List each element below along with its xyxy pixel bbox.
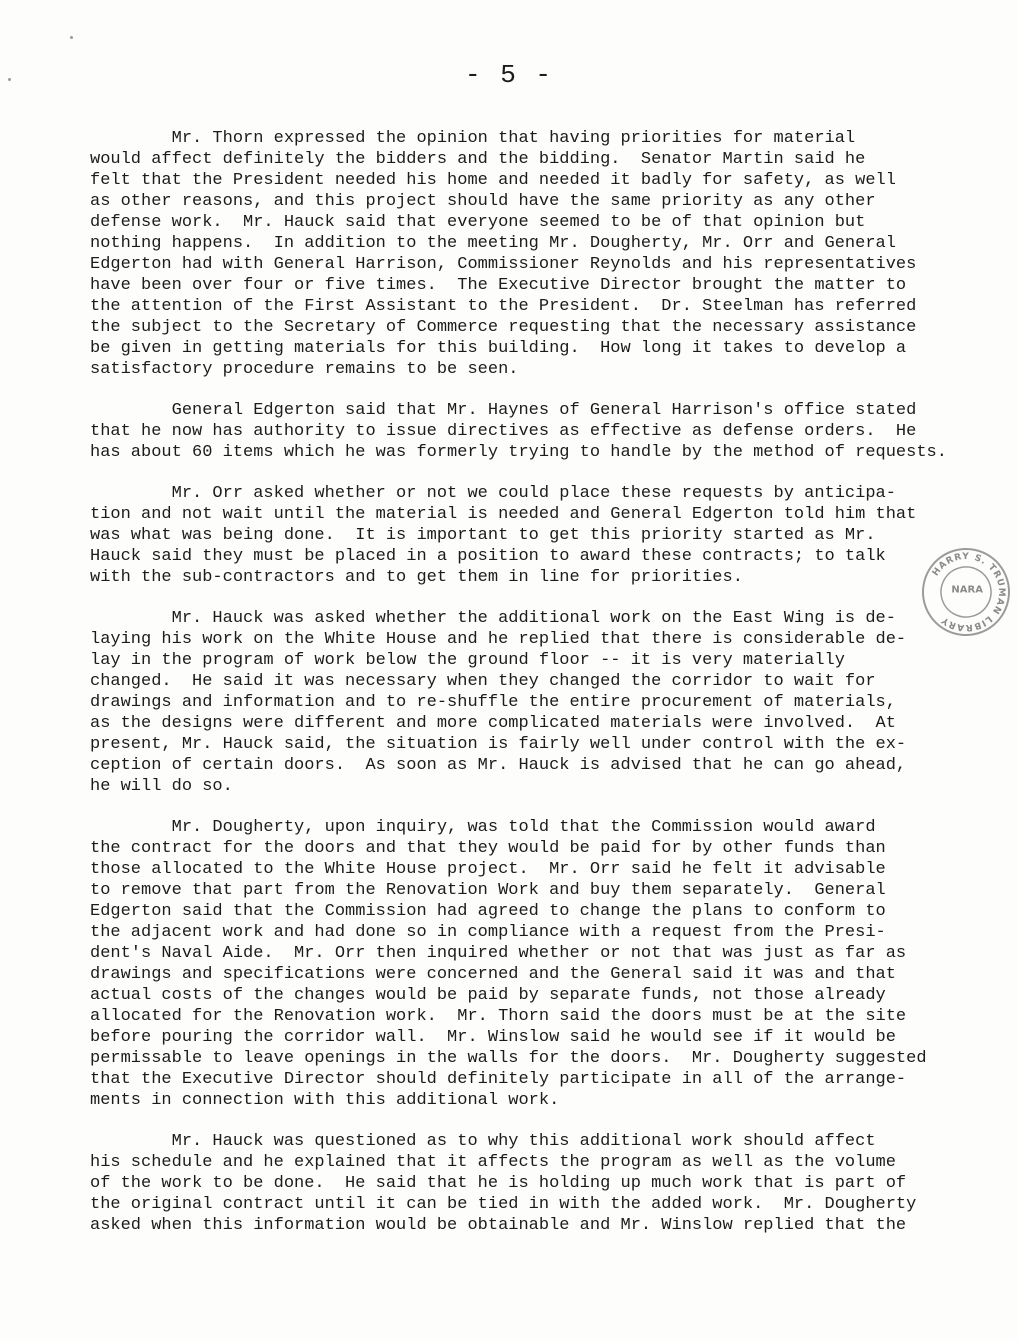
text-line: permissable to leave openings in the walls for the doors. Mr. Dougherty suggested	[90, 1049, 927, 1068]
text-line: that he now has authority to issue directives as effective as defense orders. He	[90, 422, 917, 441]
scan-speck	[70, 36, 73, 39]
paragraph	[90, 817, 960, 1111]
paragraph	[90, 128, 960, 380]
text-line: lay in the program of work below the ground floor -- it is very materially	[90, 651, 845, 670]
page-number: - 5 -	[464, 60, 553, 90]
paragraph	[90, 483, 960, 588]
text-line: Mr. Thorn expressed the opinion that having priorities for material	[90, 129, 856, 148]
text-line: that the Executive Director should definitely participate in all of the arrange-	[90, 1070, 907, 1089]
text-line: Hauck said they must be placed in a position to award these contracts; to talk	[90, 547, 886, 566]
text-line: the contract for the doors and that they would be paid for by other funds than	[90, 839, 886, 858]
text-line: ments in connection with this additional work.	[90, 1091, 560, 1110]
stamp-ring-text: HARRY S. TRUMAN LIBRARY	[930, 551, 1007, 633]
text-line: allocated for the Renovation work. Mr. Thorn said the doors must be at the site	[90, 1007, 907, 1026]
text-line: the adjacent work and had done so in compliance with a request from the Presi-	[90, 923, 886, 942]
text-line: Edgerton said that the Commission had agreed to change the plans to conform to	[90, 902, 886, 921]
text-line: would affect definitely the bidders and the bidding. Senator Martin said he	[90, 150, 866, 169]
text-line: felt that the President needed his home and needed it badly for safety, as well	[90, 171, 896, 190]
text-line: Edgerton had with General Harrison, Commissioner Reynolds and his representatives	[90, 255, 917, 274]
text-line: as the designs were different and more complicated materials were involved. At	[90, 714, 896, 733]
text-line: have been over four or five times. The Executive Director brought the matter to	[90, 276, 907, 295]
text-line: tion and not wait until the material is needed and General Edgerton told him that	[90, 505, 917, 524]
text-line: dent's Naval Aide. Mr. Orr then inquired whether or not that was just as far as	[90, 944, 907, 963]
text-line: asked when this information would be obtainable and Mr. Winslow replied that the	[90, 1216, 907, 1235]
text-line: was what was being done. It is important to get this priority started as Mr.	[90, 526, 876, 545]
text-line: satisfactory procedure remains to be seen.	[90, 360, 519, 379]
text-line: the attention of the First Assistant to the President. Dr. Steelman has referred	[90, 297, 917, 316]
paragraph	[90, 1131, 960, 1236]
text-line: before pouring the corridor wall. Mr. Winslow said he would see if it would be	[90, 1028, 896, 1047]
text-line: has about 60 items which he was formerly trying to handle by the method of requests.	[90, 443, 947, 462]
stamp-center-text: NARA	[951, 584, 983, 596]
text-line: Mr. Hauck was questioned as to why this additional work should affect	[90, 1132, 876, 1151]
text-line: the original contract until it can be tied in with the added work. Mr. Dougherty	[90, 1195, 917, 1214]
text-line: Mr. Orr asked whether or not we could place these requests by anticipa-	[90, 484, 896, 503]
text-line: those allocated to the White House project. Mr. Orr said he felt it advisable	[90, 860, 886, 879]
text-line: be given in getting materials for this building. How long it takes to develop a	[90, 339, 907, 358]
text-line: with the sub-contractors and to get them in line for priorities.	[90, 568, 743, 587]
text-line: to remove that part from the Renovation Work and buy them separately. General	[90, 881, 886, 900]
text-line: Mr. Hauck was asked whether the additional work on the East Wing is de-	[90, 609, 896, 628]
paragraph	[90, 608, 960, 797]
text-line: drawings and information and to re-shuffle the entire procurement of materials,	[90, 693, 896, 712]
text-line: changed. He said it was necessary when they changed the corridor to wait for	[90, 672, 876, 691]
text-line: actual costs of the changes would be paid by separate funds, not those already	[90, 986, 886, 1005]
text-line: of the work to be done. He said that he is holding up much work that is part of	[90, 1174, 907, 1193]
text-line: Mr. Dougherty, upon inquiry, was told that the Commission would award	[90, 818, 876, 837]
document-body	[90, 128, 960, 1256]
text-line: nothing happens. In addition to the meeting Mr. Dougherty, Mr. Orr and General	[90, 234, 896, 253]
text-line: the subject to the Secretary of Commerce requesting that the necessary assistance	[90, 318, 917, 337]
text-line: present, Mr. Hauck said, the situation is fairly well under control with the ex-	[90, 735, 907, 754]
text-line: he will do so.	[90, 777, 233, 796]
text-line: his schedule and he explained that it affects the program as well as the volume	[90, 1153, 896, 1172]
text-line: defense work. Mr. Hauck said that everyone seemed to be of that opinion but	[90, 213, 866, 232]
paragraph	[90, 400, 960, 463]
text-line: drawings and specifications were concerned and the General said it was and that	[90, 965, 896, 984]
text-line: General Edgerton said that Mr. Haynes of General Harrison's office stated	[90, 401, 917, 420]
text-line: laying his work on the White House and he replied that there is considerable de-	[90, 630, 907, 649]
text-line: ception of certain doors. As soon as Mr. Hauck is advised that he can go ahead,	[90, 756, 907, 775]
text-line: as other reasons, and this project should have the same priority as any other	[90, 192, 876, 211]
